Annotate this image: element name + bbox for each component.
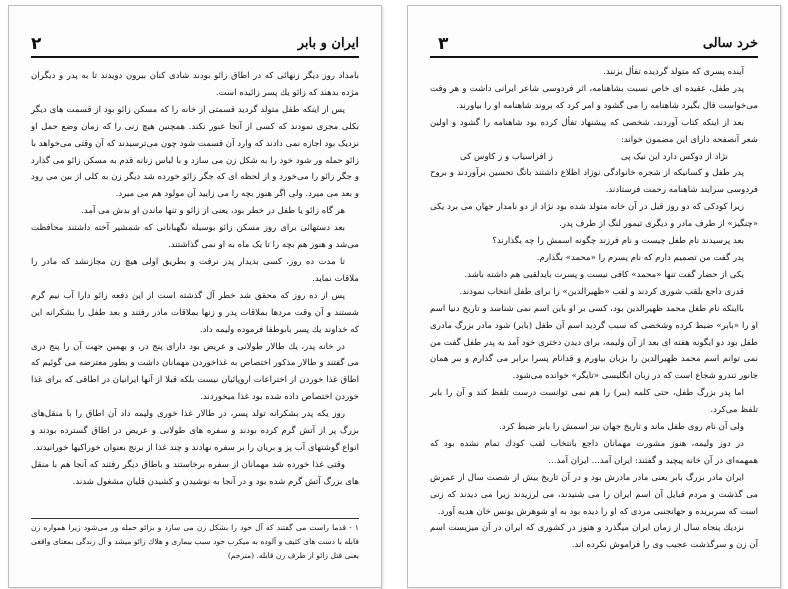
paragraph: نزدیك پنجاه سال از زمان ایران میگذرد و هنوز در کشوری که ایران در آن میزیست اسم آن زن و سرگذشت عجیب وی را فراموش نکرده اند. — [430, 523, 758, 551]
right-running-title: خرد سالی — [702, 36, 758, 51]
right-page-number: ۳ — [438, 34, 449, 54]
paragraph: بعد پرسیدند نام طفل چیست و نام فرزند چگونه اسمش را چه بگذارند؟ — [492, 236, 744, 247]
paragraph: پس از اینکه طفل متولد گردید قسمتی از خانه را که مسکن زائو بود از قسمت های دیگر بکلی مجزی نمودند که کسی از آنجا عبور نکند. همچنین هیچ زنی را که زمان وضع حمل او نزدیک بود اجازه نمی دادند که وارد آن قسمت شود چون می‌ترسیدند که آن وقتی می‌خواهد با زائو حمله ور شود خود را به شکل زن می سازد و با لباس زنانه قدم به مسکن زائو می گذارد و جگر زائو را می‌خورد و از لحظه ای که جگر زائو خورده شد دیگر زن به کلی از بین می رود و بعد می میرد. ولی اگر هنوز بچه را می زایید آن مولود هم می میرد. — [31, 104, 359, 200]
verse-hemistich-right: نژاد از دوکس دارد این نیک پی — [620, 151, 728, 162]
verse-hemistich-left: ز افراسیاب و ز کاوس کی — [460, 151, 553, 162]
left-page — [8, 5, 382, 588]
paragraph: زیرا کودکی که دو روز قبل در آن خانه متولد شده بود نژاد از دو نامدار جهان می برد یکی «چنگیز» از طرف مادر و دیگری تیمور لنگ از طرف پدر. — [430, 202, 758, 230]
paragraph: آینده پسری که متولد گردیده تفأل بزنند. — [603, 67, 744, 77]
footnote-divider — [31, 518, 359, 519]
left-body-text — [31, 68, 359, 491]
paragraph: یکی از حضار گفت تنها «محمد» کافی نیست و پسرت بایدلقبی هم داشته باشد. — [464, 269, 744, 280]
paragraph: ولی آن نام روی طفل ماند و تاریخ جهان نیز اسمش را بابر ضبط کرد. — [499, 422, 744, 433]
footnote: ۱ - قدما راست می گفتند که آل خود را بشکل زن می سازد و بزائو حمله ور می‌شود زیرا همواره زن قابله با دست های کثیف و آلوده به میکرب خود سبب بیماری و هلاك زائو میشد و آل زندگی بمعنای واقعی یعنی قتل زائو از طرف زن قابله. (مترجم) — [31, 523, 359, 560]
footnotes — [31, 521, 359, 563]
verse-couplet — [430, 149, 758, 166]
paragraph: در خانه پدر، یك طالار طولانی و عریض بود دارای پنج در، و بهمین جهت آن را پنج دری می گفتند و طالار مذکور اختصاص به غذاخوردن مهمانان داشت و بطور معترضه می گوئیم که اطاق غذا خوردن از اختراعات اروپائیان نیست بلکه قبلا از آنها ایرانیان در اطاقی که برای غذا خوردن اختصاص داده شده بود غذا میخوردند. — [31, 341, 359, 403]
paragraph: روز یکه پدر بشکرانه تولد پسر، در طالار غذا خوری ولیمه داد آن اطاق را با منقل‌های بزرگ پر از آتش گرم کرده بودند و سفره های طولانی و عریض در اطاق گسترده بودند و انواع گوشتهای آب پز و بریان را بر سفره نهادند و چند غذا از برنج بعنوان خوراکیها خورانیدند. — [31, 409, 359, 453]
paragraph: قدری داجع بلقب شوری کردند و لقب «ظهیرالدین» را برای طفل انتخاب نمودند. — [459, 286, 744, 297]
right-body-text — [430, 64, 758, 554]
paragraph: پس از ده روز که محقق شد خطر آل گذشته است از این دفعه زائو دارا آب نیم گرم شستند و آن وقت مردها بملاقات پدر و زنها بملاقات مادر رفتند و بعد طفل را بشکرانه این که خداوند یك پسر بابوطفا فرموده ولیمه داد. — [31, 290, 359, 335]
right-page — [407, 5, 781, 588]
paragraph: وقتی غذا خورده شد مهمانان از سفره برخاستند و باطاق دیگر رفتند که آنجا هم با منقل های بزرگ آتش گرم شده بود و در آنجا به نوشیدن و کشیدن قلیان مشغول شدند. — [31, 459, 359, 487]
left-running-title: ایران و بابر — [297, 36, 359, 51]
left-page-number: ۲ — [31, 34, 42, 54]
paragraph: پدر طفل، عقیده ای خاص نسبت بشاهنامه، اثر فردوسی شاعر ایرانی داشت و هر وقت می‌خواست فال بگیرد شاهنامه را می گشود و امر کرد که بروند شاهنامه او را بیاورند. — [430, 83, 758, 111]
paragraph: بااینکه نام طفل محمد ظهیرالدین بود، کسی بر او باین اسم نمی شناسد و تاریخ دنیا اسم او را «بابر» ضبط کرده وشخصی که سبب گردید اسم آن طفل (بابر) شود مادر بزرگ مادری طفل بود دو ایگونه هفته ای بعد از آن ولیمه، برای دیدن دختری خود آمد به پدر طفل گفت من نمی توانم اسم محمد ظهیرالدین را بزبان بیاورم و قدانام پسرا برابر می گذارم و ببر همان جانور تندرو شجاع است که در زبان انگلیسی «تایگر» خوانده می‌شود. — [430, 303, 758, 382]
paragraph: پدر گفت من تصمیم دارم که نام پسرم را «محمد» بگذارم. — [536, 252, 744, 263]
paragraph: پدر طفل و کسانیکه از شجره خانوادگی نوزاد اطلاع داشتند بانگ تحسین برآوردند و بروح فردوسی سرایند شاهنامه رحمت فرستادند. — [430, 168, 758, 196]
paragraph: بعد دستهائی برای روز مسکن زائو بوسیله نگهبانانی که شمشیر آخته داشتند محافظت می‌شد و هنوز هم بچه را تا یک ماه به او نمی گذاشتند. — [31, 223, 359, 251]
left-page-header — [31, 34, 359, 58]
paragraph: هر گاه زائو یا طفل در خطر بود، یعنی از زائو و تنها ماندن او بدش می آمد. — [81, 206, 345, 217]
paragraph: اما پدر بزرگ طفل، حتی کلمه (ببر) را هم نمی توانست درست تلفظ کند و آن را بابر تلفظ می‌کرد. — [430, 388, 758, 416]
paragraph: بامداد روز دیگر زنهائی که در اطاق زائو بودند شادی کنان بیرون دویدند تا به پدر و دیگران مژده بدهند که زائو یك پسر زائیده است. — [31, 71, 359, 98]
paragraph: در دوز ولیمه، هنوز مشورت مهمانان داجع بانتخاب لقب کودك تمام نشده بود که همهمه‌ای در آن خانه پیچید و گفتند: ایران آمد... ایران آمد... — [430, 438, 758, 466]
paragraph: بعد از اینکه کتاب آوردند، شخصی که پیشنهاد تفأل کرده بود شاهنامه را گشود و اولین شعر آنصفحه دارای این مضمون خواند: — [430, 117, 758, 145]
paragraph: تا مدت ده روز، کسی بدیدار پدر نرفت و بطریق اولی هیچ زن مجازنشد که مادر را ملاقات نماید. — [31, 256, 359, 284]
paragraph: ایران مادر بزرگ بابر یعنی مادر مادرش بود و در آن تاریخ بیش از شصت سال از عمرش می گذشت و مردم قبایل آن اسم ایران را می شنیدند، می لرزیدند زیرا می دیدند که زنی است که سربریده و جهانجنبی مردی که او را دیده بود به او شوهرش یونس خان هدیه آورد. — [430, 472, 758, 517]
right-page-header — [430, 34, 758, 58]
